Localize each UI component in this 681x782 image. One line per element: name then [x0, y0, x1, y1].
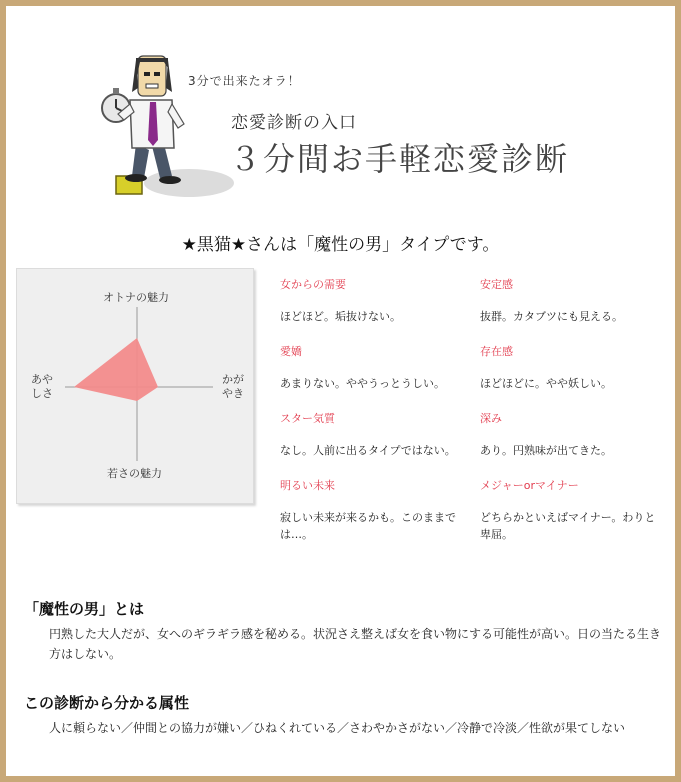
attr-title-7: 明るい未来 — [280, 479, 335, 492]
attr-title-4: 存在感 — [480, 345, 513, 358]
attr-text-3: あまりない。ややうっとうしい。 — [280, 377, 445, 390]
site-title: ３分間お手軽恋愛診断 — [229, 140, 570, 178]
about-body: 円熟した大人だが、女へのギラギラ感を秘める。状況さえ整えば女を食い物にする可能性が高い。日の当たる生き方はしない。 — [49, 627, 662, 661]
attr-title-5: スター気質 — [280, 412, 335, 425]
attr-title-2: 安定感 — [480, 278, 513, 291]
attr-text-8: どちらかといえばマイナー。わりと卑屈。 — [480, 511, 656, 541]
speech-bubble-text: 3分で出来たオラ！ — [188, 74, 301, 88]
radar-chart — [16, 268, 254, 504]
attr-text-4: ほどほどに。やや妖しい。 — [480, 377, 612, 390]
site-logo[interactable] — [94, 48, 604, 208]
attr-text-6: あり。円熟味が出てきた。 — [480, 444, 612, 457]
attr-title-3: 愛嬌 — [280, 345, 302, 358]
page-frame — [6, 6, 675, 776]
site-subtitle: 恋愛診断の入口 — [231, 113, 357, 133]
radar-label-bottom: 若さの魅力 — [107, 467, 162, 480]
attr-text-2: 抜群。カタブツにも見える。 — [480, 310, 623, 323]
attr-title-1: 女からの需要 — [280, 278, 346, 291]
traits-body: 人に頼らない／仲間との協力が嫌い／ひねくれている／さわやかさがない／冷静で冷淡／性欲が果てしない — [49, 721, 626, 735]
radar-label-left: あや しさ — [31, 373, 53, 400]
result-headline: ★黒猫★さんは「魔性の男」タイプです。 — [181, 235, 500, 255]
attr-text-1: ほどほど。垢抜けない。 — [280, 310, 401, 323]
traits-heading: この診断から分かる属性 — [24, 694, 190, 712]
attr-title-8: メジャーorマイナー — [480, 479, 579, 492]
attr-title-6: 深み — [480, 412, 502, 425]
radar-label-top: オトナの魅力 — [103, 291, 169, 304]
radar-shape — [74, 338, 158, 401]
about-heading: 「魔性の男」とは — [24, 600, 145, 618]
radar-label-right: かが やき — [222, 373, 244, 400]
attr-text-5: なし。人前に出るタイプではない。 — [280, 444, 456, 457]
attr-text-7: 寂しい未来が来るかも。このままでは…。 — [280, 511, 456, 541]
